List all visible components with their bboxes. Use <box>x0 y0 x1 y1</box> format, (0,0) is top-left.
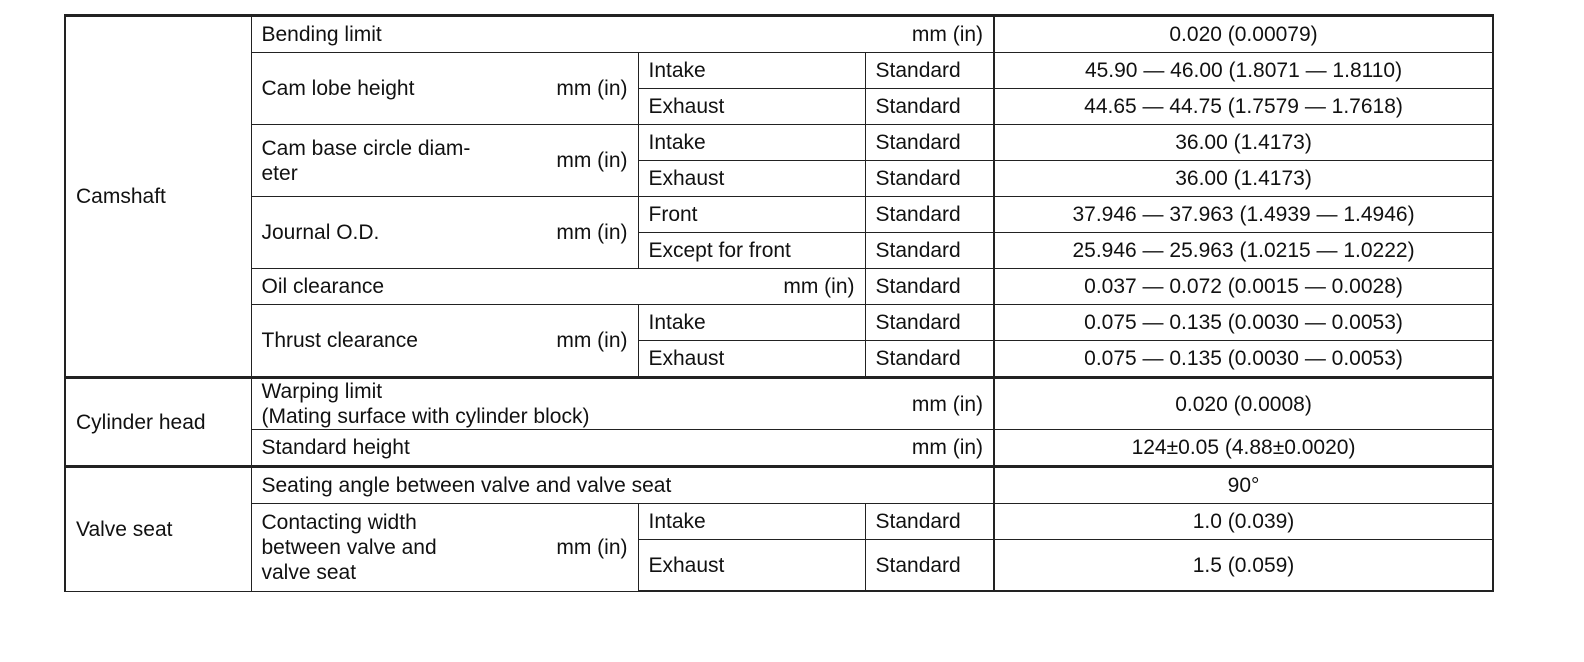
item-cell <box>251 305 638 378</box>
item-cell <box>251 197 638 269</box>
type-label: Standard <box>865 305 994 341</box>
sub-label: Intake <box>638 504 865 540</box>
unit-label: mm (in) <box>556 149 628 172</box>
unit-label: mm (in) <box>911 392 984 416</box>
item-label-line: between valve and <box>261 535 437 559</box>
value-cell: 0.020 (0.0008) <box>994 378 1493 430</box>
item-label-line: Contacting width <box>261 510 417 534</box>
value-cell: 124±0.05 (4.88±0.0020) <box>994 430 1493 467</box>
specification-table <box>64 14 1494 592</box>
value-cell: 0.075 — 0.135 (0.0030 — 0.0053) <box>994 341 1493 378</box>
item-cell <box>251 504 638 592</box>
item-label <box>262 379 590 429</box>
unit-label: mm (in) <box>556 77 628 100</box>
sub-label: Except for front <box>638 233 865 269</box>
unit-label: mm (in) <box>556 535 628 559</box>
table-row <box>65 16 1493 53</box>
unit-label: mm (in) <box>556 329 628 352</box>
item-cell <box>251 125 638 197</box>
sub-label: Front <box>638 197 865 233</box>
table-row <box>65 378 1493 430</box>
sub-label: Exhaust <box>638 341 865 378</box>
value-cell: 0.075 — 0.135 (0.0030 — 0.0053) <box>994 305 1493 341</box>
item-cell <box>251 430 994 467</box>
sub-label: Exhaust <box>638 89 865 125</box>
item-label: Oil clearance <box>261 275 385 298</box>
item-cell <box>251 53 638 125</box>
type-label: Standard <box>865 125 994 161</box>
type-label: Standard <box>865 53 994 89</box>
item-label: Cam lobe height <box>261 77 415 100</box>
item-label <box>262 510 437 585</box>
item-label: Standard height <box>261 436 410 459</box>
unit-label: mm (in) <box>556 221 628 244</box>
item-label-line: Warping limit <box>261 380 383 403</box>
type-label: Standard <box>865 269 994 305</box>
table-row <box>65 467 1493 504</box>
value-cell: 44.65 — 44.75 (1.7579 — 1.7618) <box>994 89 1493 125</box>
value-cell: 36.00 (1.4173) <box>994 125 1493 161</box>
table-row <box>65 504 1493 540</box>
unit-label: mm (in) <box>911 436 984 459</box>
item-label: Thrust clearance <box>261 329 418 352</box>
value-cell: 90° <box>994 467 1493 504</box>
table-row <box>65 53 1493 89</box>
value-cell: 0.037 — 0.072 (0.0015 — 0.0028) <box>994 269 1493 305</box>
unit-label: mm (in) <box>783 275 855 298</box>
item-label-line: (Mating surface with cylinder block) <box>261 405 590 428</box>
unit-label: mm (in) <box>911 23 984 46</box>
type-label: Standard <box>865 197 994 233</box>
table-row <box>65 305 1493 341</box>
type-label: Standard <box>865 341 994 378</box>
item-label-line: valve seat <box>261 560 357 584</box>
item-label-line: Cam base circle diam- <box>261 136 471 160</box>
table-row <box>65 430 1493 467</box>
value-cell: 25.946 — 25.963 (1.0215 — 1.0222) <box>994 233 1493 269</box>
sub-label: Exhaust <box>638 540 865 592</box>
type-label: Standard <box>865 504 994 540</box>
type-label: Standard <box>865 233 994 269</box>
value-cell: 37.946 — 37.963 (1.4939 — 1.4946) <box>994 197 1493 233</box>
sub-label: Intake <box>638 53 865 89</box>
sub-label: Intake <box>638 305 865 341</box>
value-cell: 36.00 (1.4173) <box>994 161 1493 197</box>
table-row <box>65 197 1493 233</box>
table-row <box>65 125 1493 161</box>
item-cell <box>251 378 994 430</box>
item-label: Seating angle between valve and valve seat <box>251 467 994 504</box>
item-label: Journal O.D. <box>261 221 380 244</box>
sub-label: Intake <box>638 125 865 161</box>
value-cell: 45.90 — 46.00 (1.8071 — 1.8110) <box>994 53 1493 89</box>
value-cell: 1.5 (0.059) <box>994 540 1493 592</box>
table-row <box>65 269 1493 305</box>
item-label-line: eter <box>261 161 298 185</box>
type-label: Standard <box>865 89 994 125</box>
value-cell: 0.020 (0.00079) <box>994 16 1493 53</box>
item-cell <box>251 16 994 53</box>
type-label: Standard <box>865 540 994 592</box>
item-label: Bending limit <box>261 23 382 46</box>
section-label-valve-seat: Valve seat <box>65 467 251 592</box>
item-label <box>262 136 471 186</box>
type-label: Standard <box>865 161 994 197</box>
value-cell: 1.0 (0.039) <box>994 504 1493 540</box>
section-label-cylinder-head: Cylinder head <box>65 378 251 467</box>
sub-label: Exhaust <box>638 161 865 197</box>
section-label-camshaft: Camshaft <box>65 16 251 378</box>
item-cell <box>251 269 865 305</box>
